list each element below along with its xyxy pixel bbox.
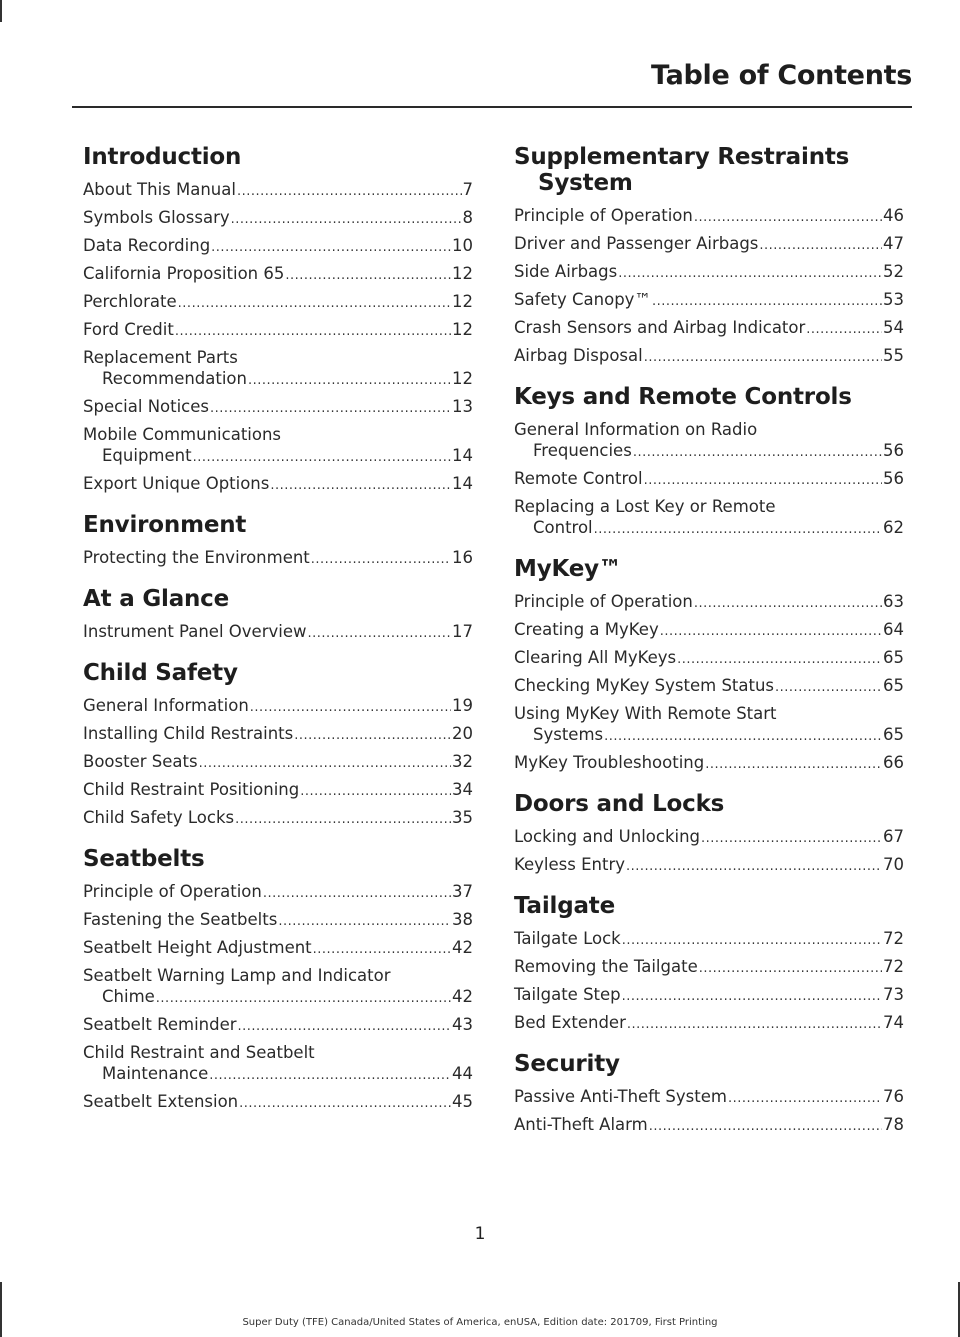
toc-entry[interactable] [83,235,473,258]
toc-entry-title[interactable]: Using MyKey With Remote Start [514,704,777,723]
toc-entry-title[interactable]: Chime [102,987,155,1006]
toc-entry[interactable] [514,496,904,540]
toc-page-number[interactable]: 67 [883,827,904,846]
toc-entry[interactable] [83,207,473,230]
section-heading-text: Security [514,1051,620,1077]
toc-page-number[interactable]: 12 [452,369,473,388]
toc-entry[interactable] [514,205,904,228]
dot-leader [759,235,882,256]
toc-entry-line [83,807,473,830]
toc-entry-title[interactable]: Seatbelt Warning Lamp and Indicator [83,966,391,985]
dot-leader [627,1014,882,1035]
toc-page-number[interactable]: 12 [452,264,473,283]
toc-entry-title[interactable]: Removing the Tailgate [514,957,698,976]
dot-leader [705,754,882,775]
section-heading [514,893,904,919]
toc-page-number[interactable]: 43 [452,1015,473,1034]
toc-entry-line [83,1042,473,1063]
toc-page-number[interactable]: 74 [883,1013,904,1032]
toc-entry-line [514,1086,904,1109]
toc-entry-title[interactable]: Perchlorate [83,292,177,311]
toc-section [514,384,904,540]
dot-leader [237,181,462,202]
toc-entry-line [83,179,473,202]
toc-entry[interactable] [514,1086,904,1109]
toc-entry[interactable] [83,547,473,570]
toc-page-number[interactable]: 66 [883,753,904,772]
toc-entry-line [514,261,904,284]
dot-leader [677,649,882,670]
toc-entry-title[interactable]: Checking MyKey System Status [514,676,775,695]
toc-entry-line [83,965,473,986]
toc-entry-line [83,368,473,391]
dot-leader [644,470,882,491]
toc-section [514,1051,904,1137]
dot-leader [728,1088,882,1109]
toc-entry-line [83,621,473,644]
toc-entry-line [83,445,473,468]
toc-section [83,846,473,1114]
toc-page-number[interactable]: 45 [452,1092,473,1111]
dot-leader [622,986,882,1007]
toc-entry-title[interactable]: Installing Child Restraints [83,724,294,743]
dot-leader [250,697,451,718]
dot-leader [594,519,882,540]
toc-entry-title[interactable]: Maintenance [102,1064,209,1083]
toc-entry[interactable] [83,291,473,314]
toc-page-number[interactable]: 47 [883,234,904,253]
toc-page-number[interactable]: 72 [883,957,904,976]
toc-entry-title[interactable]: Frequencies [533,441,632,460]
toc-entry-title[interactable]: Seatbelt Reminder [83,1015,237,1034]
toc-entry-line [83,695,473,718]
toc-entry-line [83,779,473,802]
dot-leader [263,883,451,904]
dot-leader [235,809,451,830]
toc-entry-line [514,826,904,849]
section-heading-text: Child Safety [83,660,238,686]
dot-leader [311,549,451,570]
toc-page-number[interactable]: 65 [883,648,904,667]
toc-entry[interactable] [83,396,473,419]
section-heading [514,791,904,817]
toc-entry-title[interactable]: Ford Credit [83,320,174,339]
dot-leader [618,263,882,284]
toc-page-number[interactable]: 56 [883,441,904,460]
section-heading-text: MyKey™ [514,556,622,582]
toc-page-number[interactable]: 54 [883,318,904,337]
toc-page-number[interactable]: 35 [452,808,473,827]
section-heading [514,1051,904,1077]
toc-entry-title[interactable]: Instrument Panel Overview [83,622,307,641]
toc-entry-title[interactable]: California Proposition 65 [83,264,285,283]
toc-entry[interactable] [83,1014,473,1037]
page-number: 1 [474,1224,486,1244]
toc-entry[interactable] [83,779,473,802]
toc-page-number[interactable]: 32 [452,752,473,771]
toc-entry-line [514,984,904,1007]
toc-page-number[interactable]: 62 [883,518,904,537]
dot-leader [209,1065,451,1086]
toc-entry-line [514,619,904,642]
toc-page-number[interactable]: 65 [883,725,904,744]
toc-entry-line [83,291,473,314]
toc-entry-line [514,440,904,463]
toc-entry[interactable] [83,751,473,774]
toc-entry-line [514,1012,904,1035]
toc-entry-title[interactable]: Bed Extender [514,1013,626,1032]
toc-page-number[interactable]: 8 [462,208,473,227]
toc-entry-line [83,723,473,746]
section-heading [83,660,473,686]
toc-entry-title[interactable]: General Information on Radio [514,420,758,439]
section-heading [83,586,473,612]
toc-entry[interactable] [514,826,904,849]
toc-entry-title[interactable]: Replacement Parts [83,348,238,367]
toc-entry-title[interactable]: Export Unique Options [83,474,270,493]
toc-page-number[interactable]: 44 [452,1064,473,1083]
toc-page-number[interactable]: 38 [452,910,473,929]
toc-entry-line [514,703,904,724]
toc-entry-title[interactable]: Child Safety Locks [83,808,235,827]
toc-entry[interactable] [514,233,904,256]
toc-entry-title[interactable]: Systems [533,725,604,744]
section-heading [514,144,904,196]
toc-left-column [83,144,473,1130]
toc-entry-title[interactable]: Passive Anti-Theft System [514,1087,727,1106]
dot-leader [193,447,451,468]
section-heading-text: Supplementary Restraints [514,144,850,170]
toc-page-number[interactable]: 63 [883,592,904,611]
section-heading-text: Tailgate [514,893,615,919]
toc-entry-title[interactable]: Fastening the Seatbelts [83,910,278,929]
dot-leader [649,1116,882,1137]
toc-page-number[interactable]: 76 [883,1087,904,1106]
dot-leader [285,265,451,286]
dot-leader [231,209,462,230]
toc-entry-title[interactable]: Keyless Entry [514,855,625,874]
dot-leader [775,677,882,698]
toc-entry-title[interactable]: Anti-Theft Alarm [514,1115,648,1134]
toc-page-number[interactable]: 19 [452,696,473,715]
toc-entry[interactable] [514,928,904,951]
toc-page-number[interactable]: 70 [883,855,904,874]
toc-entry[interactable] [83,937,473,960]
dot-leader [248,370,451,391]
toc-entry-title[interactable]: MyKey Troubleshooting [514,753,705,772]
toc-right-column [514,144,904,1153]
toc-entry-title[interactable]: Principle of Operation [514,206,693,225]
toc-page-number[interactable]: 55 [883,346,904,365]
toc-entry-title[interactable]: Principle of Operation [83,882,262,901]
toc-entry[interactable] [83,881,473,904]
toc-page-number[interactable]: 17 [452,622,473,641]
section-heading [83,144,473,170]
toc-entry-line [514,1114,904,1137]
dot-leader [660,621,882,642]
toc-page-number[interactable]: 13 [452,397,473,416]
section-heading [514,384,904,410]
toc-entry-title[interactable]: Tailgate Lock [514,929,621,948]
page-title: Table of Contents [650,60,912,91]
toc-page-number[interactable]: 46 [883,206,904,225]
toc-entry-title[interactable]: Child Restraint Positioning [83,780,300,799]
toc-section [514,144,904,368]
dot-leader [210,398,451,419]
toc-page-number[interactable]: 72 [883,929,904,948]
toc-entry[interactable] [83,723,473,746]
toc-entry[interactable] [514,345,904,368]
toc-entry-title[interactable]: Symbols Glossary [83,208,230,227]
toc-entry-title[interactable]: General Information [83,696,249,715]
toc-entry-line [83,396,473,419]
toc-page-number[interactable]: 16 [452,548,473,567]
dot-leader [626,856,882,877]
section-heading [83,512,473,538]
toc-section [514,556,904,775]
toc-entry[interactable] [83,621,473,644]
toc-entry-title[interactable]: Recommendation [102,369,247,388]
toc-entry[interactable] [83,909,473,932]
toc-section [514,791,904,877]
toc-page-number[interactable]: 10 [452,236,473,255]
toc-entry-line [514,317,904,340]
toc-entry-line [83,473,473,496]
toc-page-number[interactable]: 64 [883,620,904,639]
dot-leader [278,911,451,932]
dot-leader [178,293,451,314]
footer-edition-text: Super Duty (TFE) Canada/United States of America, enUSA, Edition date: 201709, First Printing [242,1317,718,1328]
toc-entry[interactable] [83,807,473,830]
toc-entry-line [83,347,473,368]
toc-entry-line [514,675,904,698]
toc-page-number[interactable]: 53 [883,290,904,309]
toc-entry-line [83,235,473,258]
section-heading-text: Keys and Remote Controls [514,384,852,410]
toc-page-number[interactable]: 7 [462,180,473,199]
toc-entry-title[interactable]: Seatbelt Height Adjustment [83,938,312,957]
section-heading-text: Environment [83,512,247,538]
toc-entry-title[interactable]: Clearing All MyKeys [514,648,677,667]
toc-entry[interactable] [514,956,904,979]
toc-entry-title[interactable]: Mobile Communications [83,425,282,444]
section-heading-text: Seatbelts [83,846,205,872]
toc-page-number[interactable]: 42 [452,987,473,1006]
dot-leader [300,781,451,802]
toc-entry-title[interactable]: About This Manual [83,180,236,199]
section-heading [83,846,473,872]
toc-entry-line [514,854,904,877]
dot-leader [701,828,882,849]
toc-entry-title[interactable]: Locking and Unlocking [514,827,701,846]
toc-entry-title[interactable]: Special Notices [83,397,210,416]
toc-entry-line [83,319,473,342]
toc-entry-line [83,751,473,774]
toc-entry-title[interactable]: Replacing a Lost Key or Remote [514,497,776,516]
dot-leader [307,623,451,644]
dot-leader [313,939,451,960]
toc-entry-line [514,289,904,312]
toc-entry-line [83,986,473,1009]
toc-entry-title[interactable]: Airbag Disposal [514,346,643,365]
dot-leader [156,988,451,1009]
toc-entry-line [514,928,904,951]
dot-leader [199,753,451,774]
toc-entry-title[interactable]: Data Recording [83,236,211,255]
toc-entry[interactable] [83,424,473,468]
toc-page-number[interactable]: 78 [883,1115,904,1134]
toc-entry[interactable] [83,319,473,342]
toc-entry-title[interactable]: Remote Control [514,469,643,488]
toc-entry-title[interactable]: Driver and Passenger Airbags [514,234,759,253]
toc-page-number[interactable]: 14 [452,474,473,493]
toc-entry-line [514,468,904,491]
toc-entry[interactable] [514,591,904,614]
section-heading-text-continued: System [538,170,633,196]
toc-entry-line [83,937,473,960]
dot-leader [622,930,882,951]
toc-page-number[interactable]: 12 [452,320,473,339]
toc-entry-line [514,419,904,440]
toc-entry-line [83,424,473,445]
dot-leader [694,207,882,228]
dot-leader [633,442,882,463]
toc-section [83,586,473,644]
crop-mark-bottom-left [0,1282,2,1337]
dot-leader [175,321,451,342]
toc-entry[interactable] [514,675,904,698]
toc-entry-title[interactable]: Principle of Operation [514,592,693,611]
dot-leader [644,347,882,368]
toc-entry[interactable] [514,984,904,1007]
crop-mark-top-left [0,0,2,22]
toc-entry[interactable] [514,619,904,642]
toc-page-number[interactable]: 52 [883,262,904,281]
toc-page-number[interactable]: 14 [452,446,473,465]
toc-entry-title[interactable]: Crash Sensors and Airbag Indicator [514,318,806,337]
toc-page-number[interactable]: 56 [883,469,904,488]
dot-leader [239,1093,451,1114]
toc-entry[interactable] [514,289,904,312]
toc-entry[interactable] [83,1091,473,1114]
toc-entry[interactable] [514,261,904,284]
toc-entry[interactable] [514,468,904,491]
toc-section [83,512,473,570]
toc-entry[interactable] [83,965,473,1009]
toc-entry-title[interactable]: Protecting the Environment [83,548,310,567]
toc-entry[interactable] [514,1114,904,1137]
dot-leader [806,319,882,340]
toc-entry-line [83,1063,473,1086]
toc-entry[interactable] [514,703,904,747]
toc-page-number[interactable]: 12 [452,292,473,311]
header-divider [72,106,912,108]
section-heading-text: Doors and Locks [514,791,725,817]
dot-leader [652,291,882,312]
toc-entry-title[interactable]: Equipment [102,446,192,465]
toc-entry-title[interactable]: Creating a MyKey [514,620,659,639]
toc-entry-title[interactable]: Booster Seats [83,752,198,771]
toc-entry-line [83,881,473,904]
toc-entry-line [514,956,904,979]
toc-entry[interactable] [514,317,904,340]
dot-leader [604,726,882,747]
toc-entry-line [514,752,904,775]
toc-entry-title[interactable]: Side Airbags [514,262,618,281]
toc-entry-title[interactable]: Seatbelt Extension [83,1092,239,1111]
section-heading-text: Introduction [83,144,242,170]
toc-page-number[interactable]: 42 [452,938,473,957]
toc-entry-line [514,591,904,614]
toc-entry-line [514,724,904,747]
toc-entry-title[interactable]: Tailgate Step [514,985,621,1004]
toc-section [514,893,904,1035]
toc-entry-line [83,1091,473,1114]
toc-entry[interactable] [83,695,473,718]
toc-entry[interactable] [514,647,904,670]
toc-entry[interactable] [514,419,904,463]
toc-entry-line [514,496,904,517]
dot-leader [294,725,451,746]
toc-entry[interactable] [514,1012,904,1035]
toc-entry-line [514,205,904,228]
dot-leader [694,593,882,614]
dot-leader [699,958,882,979]
dot-leader [238,1016,451,1037]
section-heading [514,556,904,582]
toc-section [83,660,473,830]
toc-page-number[interactable]: 20 [452,724,473,743]
toc-section [83,144,473,496]
toc-entry-title[interactable]: Control [533,518,593,537]
toc-page-number[interactable]: 37 [452,882,473,901]
toc-entry[interactable] [514,752,904,775]
toc-entry[interactable] [83,263,473,286]
toc-entry-line [514,233,904,256]
toc-page-number[interactable]: 73 [883,985,904,1004]
toc-entry-line [514,517,904,540]
toc-entry-line [83,207,473,230]
toc-page-number[interactable]: 34 [452,780,473,799]
toc-entry-line [83,547,473,570]
toc-entry[interactable] [514,854,904,877]
dot-leader [211,237,451,258]
toc-page-number[interactable]: 65 [883,676,904,695]
toc-entry-title[interactable]: Safety Canopy™ [514,290,651,309]
toc-entry-line [514,647,904,670]
toc-entry-line [83,909,473,932]
toc-entry[interactable] [83,473,473,496]
toc-entry-line [514,345,904,368]
toc-entry-line [83,263,473,286]
dot-leader [270,475,451,496]
toc-entry[interactable] [83,347,473,391]
toc-entry-title[interactable]: Child Restraint and Seatbelt [83,1043,315,1062]
toc-entry[interactable] [83,179,473,202]
section-heading-text: At a Glance [83,586,230,612]
toc-entry-line [83,1014,473,1037]
toc-entry[interactable] [83,1042,473,1086]
